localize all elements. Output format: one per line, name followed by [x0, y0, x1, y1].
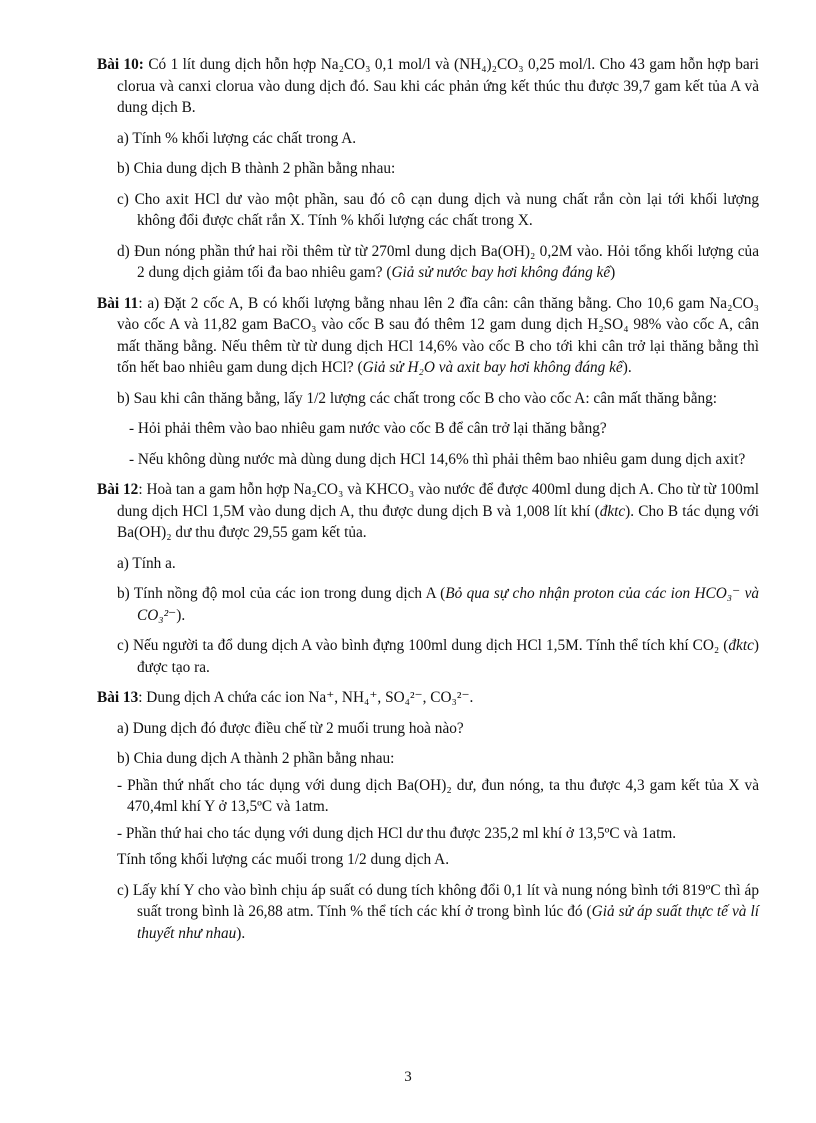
problem-10-part-d — [97, 241, 759, 284]
problem-text: : a) Đặt 2 cốc A, B có khối lượng bằng nhau lên 2 đĩa cân: cân thăng bằng. Cho 10,6 gam Na₂CO₃ vào cốc A và 11,82 gam BaCO₃ vào cốc B sau đó thêm 12 gam dung dịch H₂SO₄ 98% vào cốc A, cân mất thăng bằng. Nếu thêm từ từ dung dịch HCl 14,6% vào cốc B cho tới khi cân trở lại thăng bằng thì tốn hết bao nhiêu gam dung dịch HCl? ( — [117, 294, 759, 376]
document-page — [97, 54, 759, 953]
problem-10-part-b: b) Chia dung dịch B thành 2 phần bằng nhau: — [117, 160, 396, 177]
problem-13-bullet: - Phần thứ nhất cho tác dụng với dung dịch Ba(OH)₂ dư, đun nóng, ta thu được 4,3 gam kết tủa X và 470,4ml khí Y ở 13,5ºC và 1atm. — [117, 776, 759, 815]
problem-text: : Dung dịch A chứa các ion Na⁺, NH₄⁺, SO₄²⁻, CO₃²⁻. — [138, 689, 474, 706]
problem-text-end: ). Cho B tác dụng với Ba(OH)₂ dư thu được 29,55 gam kết tủa. — [117, 502, 760, 541]
problem-note: Giả sử H₂O và axit bay hơi không đáng kể — [362, 359, 623, 376]
problem-13-part-c — [97, 880, 759, 945]
problem-13-intro — [97, 687, 759, 709]
problem-12-intro — [97, 479, 759, 544]
part-text-end: ). — [176, 606, 186, 624]
problem-text: Có 1 lít dung dịch hỗn hợp Na₂CO₃ 0,1 mol/l và (NH₄)₂CO₃ 0,25 mol/l. Cho 43 gam hỗn hợp bari clorua và canxi clorua vào dung dịch đó. Sau khi các phản ứng kết thúc thu được 39,7 gam kết tủa A và dung dịch B. — [117, 56, 759, 116]
problem-10-part-c: c) Cho axit HCl dư vào một phần, sau đó cô cạn dung dịch và nung chất rắn còn lại tới khối lượng không đổi được chất rắn X. Tính % khối lượng các chất trong X. — [117, 190, 759, 229]
problem-11-intro — [97, 293, 759, 379]
part-text: c) Lấy khí Y cho vào bình chịu áp suất có dung tích không đổi 0,1 lít và nung nóng bình tới 819ºC thì áp suất trong bình là 26,88 atm. Tính % thể tích các khí ở trong bình lúc đó ( — [117, 881, 759, 920]
part-text: d) Đun nóng phần thứ hai rồi thêm từ từ 270ml dung dịch Ba(OH)₂ 0,2M vào. Hỏi tổng khối lượng của 2 dung dịch giảm tối đa bao nhiêu gam? ( — [117, 242, 759, 281]
part-text-end: ). — [236, 924, 246, 942]
problem-13-bullet: - Phần thứ hai cho tác dụng với dung dịch HCl dư thu được 235,2 ml khí ở 13,5ºC và 1atm. — [117, 824, 677, 842]
problem-text-end: ). — [622, 359, 632, 376]
problem-13-summary: Tính tổng khối lượng các muối trong 1/2 dung dịch A. — [117, 851, 450, 868]
part-note: Giả sử nước bay hơi không đáng kể — [391, 264, 611, 281]
problem-label: Bài 10: — [97, 56, 144, 73]
part-note: Giả sử áp suất thực tế và lí thuyết như nhau — [137, 903, 759, 942]
problem-10-intro — [97, 54, 759, 119]
part-note: Bỏ qua sự cho nhận proton của các ion HCO₃⁻ và CO₃²⁻ — [137, 585, 760, 624]
part-text-end: ) — [610, 264, 616, 281]
problem-label: Bài 12 — [97, 481, 139, 498]
problem-11-bullet: - Hỏi phải thêm vào bao nhiêu gam nước vào cốc B để cân trở lại thăng bằng? — [129, 420, 607, 437]
problem-13-part-a: a) Dung dịch đó được điều chế từ 2 muối trung hoà nào? — [117, 719, 464, 737]
problem-13-part-b: b) Chia dung dịch A thành 2 phần bằng nhau: — [117, 750, 395, 767]
problem-11-part-b: b) Sau khi cân thăng bằng, lấy 1/2 lượng các chất trong cốc B cho vào cốc A: cân mất thăng bằng: — [117, 389, 718, 407]
problem-11-bullet: - Nếu không dùng nước mà dùng dung dịch HCl 14,6% thì phải thêm bao nhiêu gam dung dịch axit? — [129, 450, 746, 468]
problem-12-part-b — [97, 583, 759, 626]
problem-note: đktc — [599, 502, 626, 520]
part-note: đktc — [728, 637, 754, 654]
part-text: b) Tính nồng độ mol của các ion trong dung dịch A ( — [117, 585, 446, 602]
problem-text: : Hoà tan a gam hỗn hợp Na₂CO₃ và KHCO₃ vào nước để được 400ml dung dịch A. Cho từ từ 100ml dung dịch HCl 1,5M vào dung dịch A, thu được dung dịch B và 1,008 lít khí ( — [117, 481, 759, 520]
part-text-end: ) được tạo ra. — [137, 637, 759, 676]
problem-label: Bài 13 — [97, 689, 139, 706]
problem-12-part-c — [97, 635, 759, 678]
problem-label: Bài 11 — [97, 294, 139, 312]
part-text: c) Nếu người ta đổ dung dịch A vào bình đựng 100ml dung dịch HCl 1,5M. Tính thể tích khí CO₂ ( — [117, 637, 729, 654]
problem-10-part-a: a) Tính % khối lượng các chất trong A. — [117, 129, 357, 147]
page-number: 3 — [404, 1069, 412, 1085]
problem-12-part-a: a) Tính a. — [117, 554, 176, 572]
